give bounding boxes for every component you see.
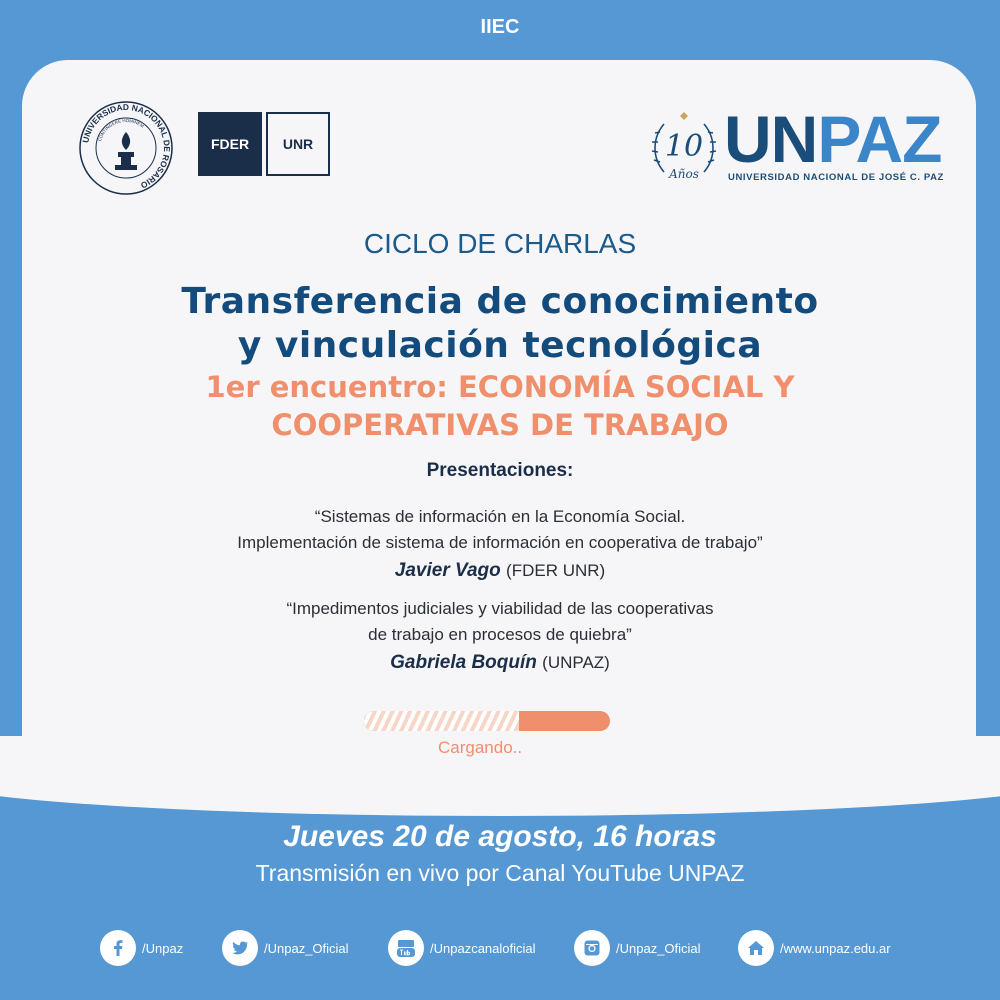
unr-logo: UNR xyxy=(266,112,330,176)
speaker-2-affiliation: (UNPAZ) xyxy=(542,653,610,672)
presentations-heading: Presentaciones: xyxy=(426,460,574,481)
main-title-line-1: Transferencia de conocimiento xyxy=(181,281,819,322)
social-youtube[interactable] xyxy=(388,930,536,966)
speaker-1 xyxy=(0,558,1000,584)
social-facebook-label: /Unpaz xyxy=(142,940,184,956)
social-twitter[interactable] xyxy=(222,930,349,966)
unpaz-wordmark-un: UN xyxy=(724,102,818,176)
social-instagram-label: /Unpaz_Oficial xyxy=(616,940,701,956)
speaker-2-name: Gabriela Boquín xyxy=(390,652,537,673)
instagram-icon xyxy=(574,930,610,966)
speaker-2 xyxy=(0,650,1000,676)
svg-text:CONTINGERE HOMINEM xyxy=(97,118,145,142)
unr-seal-inner-text: CONTINGERE HOMINEM xyxy=(96,117,145,142)
youtube-icon xyxy=(388,930,424,966)
loading-bar-fill xyxy=(364,711,519,731)
social-facebook[interactable] xyxy=(100,930,183,966)
header-label: IIEC xyxy=(480,16,520,38)
talk-title-2 xyxy=(0,596,1000,648)
loading-text: Cargando.. xyxy=(438,738,523,757)
anniversary-word: Años xyxy=(669,167,699,181)
speaker-1-name: Javier Vago xyxy=(394,560,501,581)
social-twitter-label: /Unpaz_Oficial xyxy=(264,940,349,956)
fder-logo: FDER xyxy=(198,112,262,176)
talk-2-line-1: “Impedimentos judiciales y viabilidad de las cooperativas xyxy=(286,599,714,618)
unr-seal-ring-text: UNIVERSIDAD NACIONAL DE ROSARIO xyxy=(80,101,173,191)
talk-2-line-2: de trabajo en procesos de quiebra” xyxy=(368,625,632,644)
unr-seal-logo xyxy=(76,98,176,198)
event-date: Jueves 20 de agosto, 16 horas xyxy=(283,820,717,853)
social-youtube-label: /Unpazcanaloficial xyxy=(430,940,536,956)
main-title xyxy=(0,280,1000,368)
encounter-title-line-1: 1er encuentro: ECONOMÍA SOCIAL Y xyxy=(205,370,795,404)
encounter-title xyxy=(0,368,1000,444)
talk-1-line-2: Implementación de sistema de información en cooperativa de trabajo” xyxy=(237,533,763,552)
encounter-title-line-2: COOPERATIVAS DE TRABAJO xyxy=(271,408,729,442)
anniversary-badge xyxy=(650,110,718,188)
home-icon xyxy=(738,930,774,966)
social-instagram[interactable] xyxy=(574,930,701,966)
social-website[interactable] xyxy=(738,930,891,966)
talk-title-1 xyxy=(0,504,1000,556)
loading-bar xyxy=(364,711,610,731)
torch-icon xyxy=(115,132,137,170)
social-website-label: /www.unpaz.edu.ar xyxy=(780,940,891,956)
star-icon xyxy=(680,112,688,120)
speaker-1-affiliation: (FDER UNR) xyxy=(506,561,606,580)
series-title: CICLO DE CHARLAS xyxy=(363,228,637,259)
unpaz-subtitle: UNIVERSIDAD NACIONAL DE JOSÉ C. PAZ xyxy=(728,172,944,183)
unpaz-wordmark xyxy=(724,102,942,176)
twitter-icon xyxy=(222,930,258,966)
main-title-line-2: y vinculación tecnológica xyxy=(237,325,763,366)
stream-info: Transmisión en vivo por Canal YouTube UNPAZ xyxy=(255,860,745,886)
talk-1-line-1: “Sistemas de información en la Economía Social. xyxy=(314,507,686,526)
facebook-icon xyxy=(100,930,136,966)
unpaz-wordmark-paz: PAZ xyxy=(817,102,942,176)
anniversary-number: 10 xyxy=(664,129,704,164)
